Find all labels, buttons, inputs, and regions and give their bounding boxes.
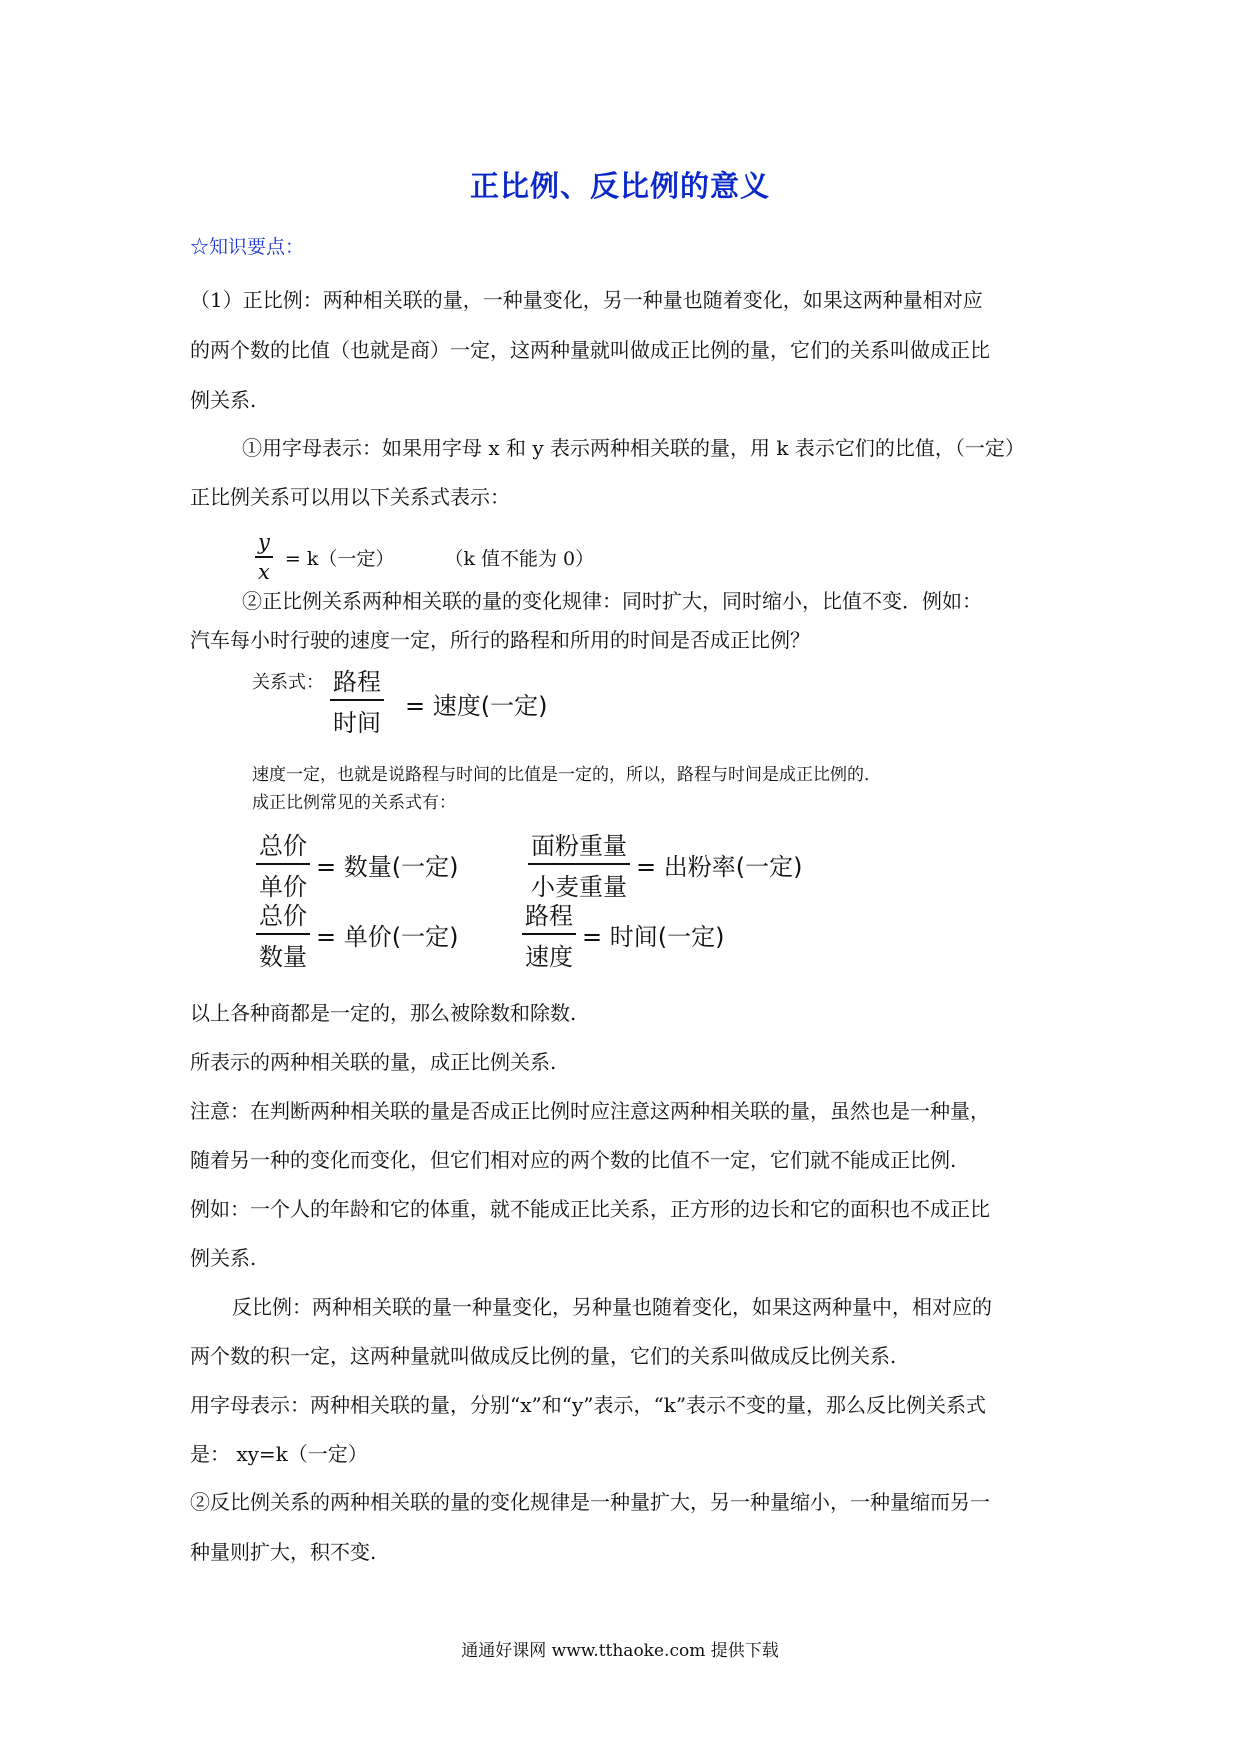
page-title: 正比例、反比例的意义: [469, 169, 770, 203]
numerator: 面粉重量: [528, 826, 630, 865]
formula-flour-rate: [528, 826, 802, 902]
after-line2: 所表示的两种相关联的量，成正比例关系.: [190, 1050, 557, 1074]
numerator: 总价: [256, 826, 310, 865]
relation-rest: = 速度(一定): [405, 692, 548, 720]
numerator: y: [255, 530, 273, 558]
common-line: 成正比例常见的关系式有：: [252, 793, 456, 813]
item2-line2: 汽车每小时行驶的速度一定，所行的路程和所用的时间是否成正比例？: [190, 628, 810, 652]
knowledge-points-heading: ☆知识要点：: [190, 236, 305, 258]
numerator: 路程: [522, 896, 576, 935]
item1-line1: ①用字母表示：如果用字母 x 和 y 表示两种相关联的量，用 k 表示它们的比值，（一定）: [242, 436, 1025, 460]
inverse-line2: 两个数的积一定，这两种量就叫做成反比例的量，它们的关系叫做成反比例关系.: [190, 1344, 897, 1368]
denominator: 小麦重量: [531, 873, 627, 901]
item1-line2: 正比例关系可以用以下关系式表示：: [190, 485, 510, 509]
inverse-line1: 反比例：两种相关联的量一种量变化，另种量也随着变化，如果这两种量中，相对应的: [232, 1295, 992, 1319]
para1-line3: 例关系.: [190, 388, 257, 412]
after-line1: 以上各种商都是一定的，那么被除数和除数.: [190, 1001, 577, 1025]
denominator: x: [258, 560, 270, 584]
formula-rest: = 单价(一定): [316, 922, 459, 951]
para1-line1: （1）正比例：两种相关联的量，一种量变化，另一种量也随着变化，如果这两种量相对应: [190, 288, 983, 312]
formula-total-price-over-quantity: [256, 896, 458, 972]
formula-note: （k 值不能为 0）: [444, 547, 595, 570]
rule-line2: 种量则扩大，积不变.: [190, 1540, 377, 1564]
formula-rest: = k（一定）: [284, 547, 395, 570]
numerator: 路程: [330, 662, 384, 701]
letter-line2: 是： xy=k（一定）: [190, 1442, 368, 1466]
note-line1: 注意：在判断两种相关联的量是否成正比例时应注意这两种相关联的量，虽然也是一种量，: [190, 1099, 990, 1123]
example-line1: 例如：一个人的年龄和它的体重，就不能成正比关系，正方形的边长和它的面积也不成正比: [190, 1197, 990, 1221]
denominator: 数量: [259, 943, 307, 971]
denominator: 单价: [259, 873, 307, 901]
formula-rest: = 出粉率(一定): [636, 852, 803, 881]
denominator: 速度: [525, 943, 573, 971]
para1-line2: 的两个数的比值（也就是商）一定，这两种量就叫做成正比例的量，它们的关系叫做成正比: [190, 338, 990, 362]
item2-line1: ②正比例关系两种相关联的量的变化规律：同时扩大，同时缩小，比值不变．例如：: [242, 589, 982, 613]
rule-line1: ②反比例关系的两种相关联的量的变化规律是一种量扩大，另一种量缩小，一种量缩而另一: [190, 1490, 990, 1514]
speed-line: 速度一定，也就是说路程与时间的比值是一定的，所以，路程与时间是成正比例的．: [252, 765, 881, 785]
denominator: 时间: [333, 709, 381, 737]
example-line2: 例关系.: [190, 1246, 257, 1270]
relation-label: 关系式：: [252, 672, 324, 693]
note-line2: 随着另一种的变化而变化，但它们相对应的两个数的比值不一定，它们就不能成正比例.: [190, 1148, 957, 1172]
formula-distance-over-speed: [522, 896, 724, 972]
relation-fraction: [330, 662, 384, 738]
formula-y-over-x: [255, 530, 594, 584]
formula-total-price-over-unit-price: [256, 826, 458, 902]
formula-rest: = 时间(一定): [582, 922, 725, 951]
numerator: 总价: [256, 896, 310, 935]
formula-rest: = 数量(一定): [316, 852, 459, 881]
letter-line1: 用字母表示：两种相关联的量，分别“x”和“y”表示，“k”表示不变的量，那么反比例关系式: [190, 1393, 987, 1417]
fraction: [255, 530, 273, 584]
footer-credit: 通通好课网 www.tthaoke.com 提供下载: [461, 1641, 779, 1661]
